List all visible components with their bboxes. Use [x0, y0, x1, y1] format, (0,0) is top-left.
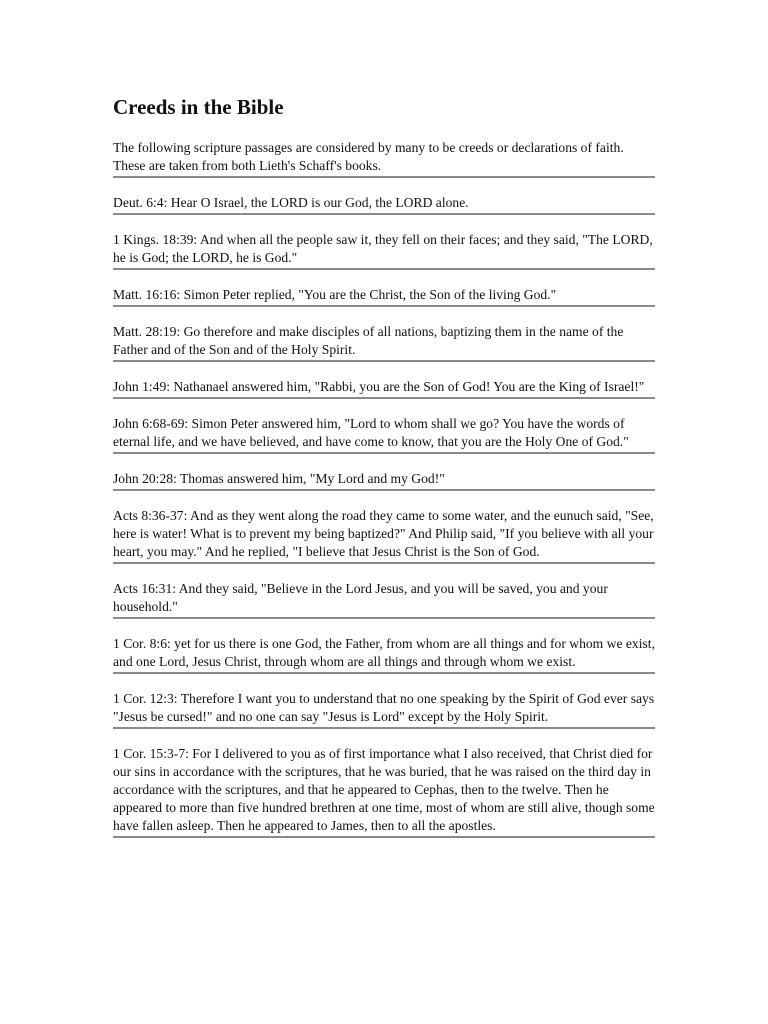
creed-text: Deut. 6:4: Hear O Israel, the LORD is our God, the LORD alone. [113, 195, 469, 210]
creed-text: 1 Cor. 8:6: yet for us there is one God, the Father, from whom are all things and for whom we exist, and one Lord, Jesus Christ, through whom are all things and through whom we exist. [113, 636, 655, 669]
creed-text: 1 Cor. 12:3: Therefore I want you to understand that no one speaking by the Spirit of God ever says "Jesus be cursed!" and no one can say "Jesus is Lord" except by the Holy Spirit. [113, 691, 655, 724]
creed-entry-john-6-68-69 [113, 415, 655, 454]
creed-text: John 1:49: Nathanael answered him, "Rabbi, you are the Son of God! You are the King of Israel!" [113, 379, 645, 394]
creed-entry-john-1-49 [113, 378, 655, 399]
creed-entry-1-cor-15-3-7 [113, 745, 655, 838]
creed-text: Acts 8:36-37: And as they went along the road they came to some water, and the eunuch said, "See, here is water! What is to prevent my being baptized?" And Philip said, "If you believe with all your heart, you may." And he replied, "I believe that Jesus Christ is the Son of God. [113, 508, 654, 559]
creed-text: Matt. 16:16: Simon Peter replied, "You are the Christ, the Son of the living God." [113, 287, 557, 302]
creed-entry-matt-16-16 [113, 286, 655, 307]
creed-entry-acts-8-36-37 [113, 507, 655, 564]
intro-text: The following scripture passages are considered by many to be creeds or declarations of faith. These are taken from both Lieth's Schaff's books. [113, 140, 624, 173]
intro-paragraph [113, 139, 655, 178]
creed-text: John 20:28: Thomas answered him, "My Lord and my God!" [113, 471, 445, 486]
creed-entry-1-kings-18-39 [113, 231, 655, 270]
creed-entry-1-cor-8-6 [113, 635, 655, 674]
creed-entry-john-20-28 [113, 470, 655, 491]
creed-text: John 6:68-69: Simon Peter answered him, "Lord to whom shall we go? You have the words of eternal life, and we have believed, and have come to know, that you are the Holy One of God." [113, 416, 629, 449]
document-page [113, 94, 655, 854]
creed-entry-deut-6-4 [113, 194, 655, 215]
creed-text: Matt. 28:19: Go therefore and make disciples of all nations, baptizing them in the name of the Father and of the Son and of the Holy Spirit. [113, 324, 624, 357]
creed-entry-acts-16-31 [113, 580, 655, 619]
creed-entry-1-cor-12-3 [113, 690, 655, 729]
page-title: Creeds in the Bible [113, 95, 284, 119]
creed-text: 1 Kings. 18:39: And when all the people saw it, they fell on their faces; and they said, "The LORD, he is God; the LORD, he is God." [113, 232, 653, 265]
creed-text: 1 Cor. 15:3-7: For I delivered to you as of first importance what I also received, that Christ died for our sins in accordance with the scriptures, that he was buried, that he was raised on the third day in accordance with the scriptures, and that he appeared to Cephas, then to the twelve. Then he appeared to more than five hundred brethren at one time, most of whom are still alive, though some have fallen asleep. Then he appeared to James, then to all the apostles. [113, 746, 655, 833]
creed-text: Acts 16:31: And they said, "Believe in the Lord Jesus, and you will be saved, you and your household." [113, 581, 608, 614]
creed-entry-matt-28-19 [113, 323, 655, 362]
